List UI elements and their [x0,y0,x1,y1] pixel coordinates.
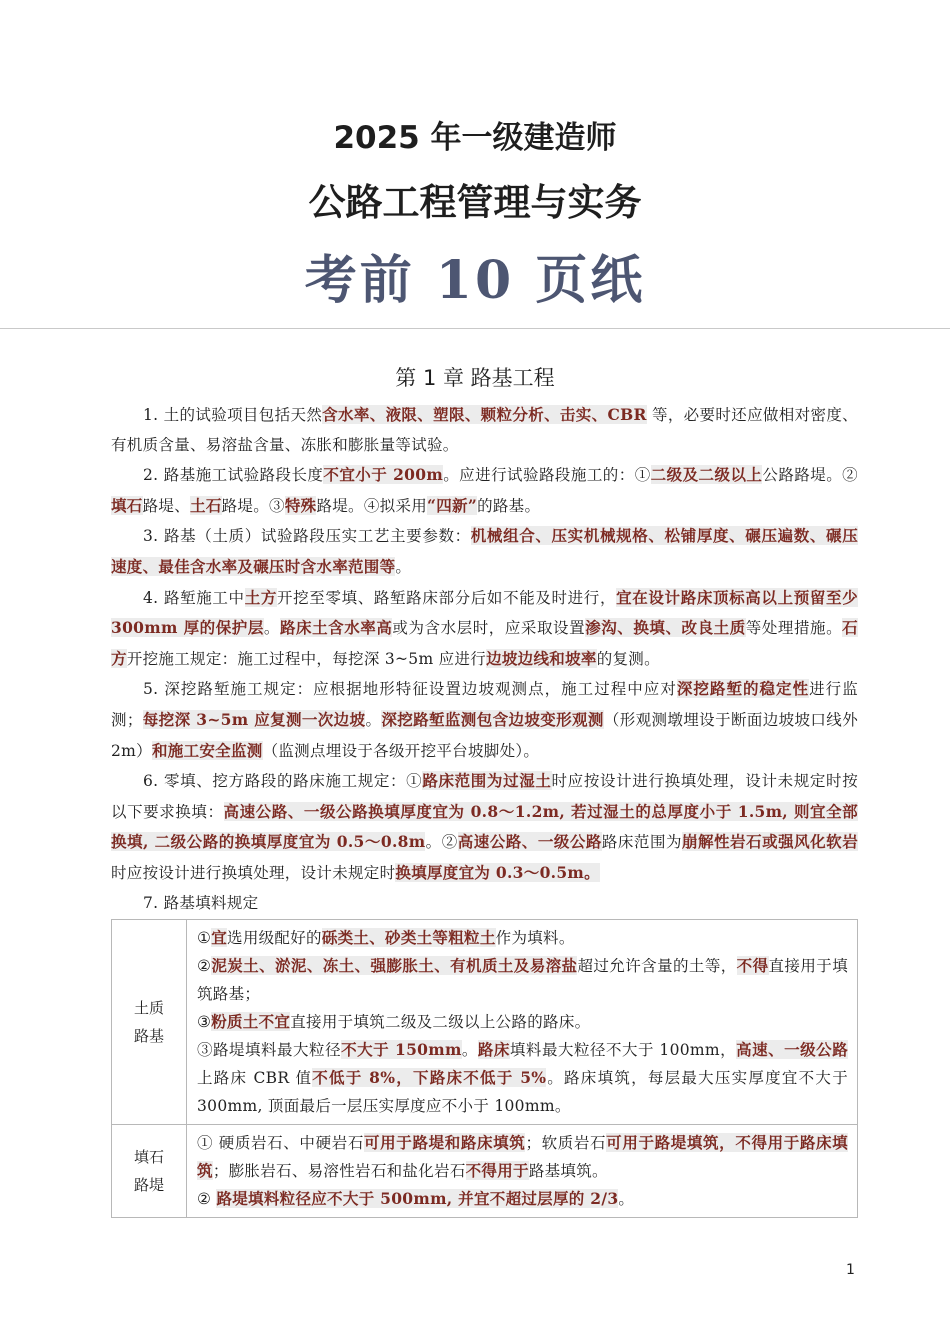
text-segment: 填料最大粒径不大于 100mm， [509,1041,737,1060]
highlighted-text: 二级及二级以上 [650,465,763,485]
text-segment: 3. 路基（土质）试验路段压实工艺主要参数： [143,527,471,546]
highlighted-text: 高速、一级公路 [736,1040,848,1060]
text-segment: 时应按设计进行换填处理，设计未规定时 [111,863,396,882]
text-segment: ；软质岩石 [525,1134,607,1153]
text-segment: 作为填料。 [495,929,575,948]
text-segment: 时应按设计进行换填处理，设计未规定时按以下要求换填： [111,772,858,821]
cell-paragraph [197,1008,848,1036]
highlighted-text: 宜 [211,928,228,948]
page-number: 1 [846,1262,855,1278]
exam-title: 2025 年一级建造师 [333,120,617,156]
text-segment: 路堤。④拟采用 [316,496,428,515]
doc-title: 考前 10 页纸 [304,250,646,311]
text-segment: 4. 路堑施工中 [143,588,245,607]
text-segment: ① [197,929,212,948]
cell-paragraph [197,1129,848,1185]
text-segment: 。 [263,619,280,638]
chapter-title: 第 1 章 路基工程 [395,366,555,390]
table-row [112,920,858,1125]
item-paragraph [111,766,858,888]
text-segment: 。② [425,833,458,852]
text-segment: ① 硬质岩石、中硬岩石 [197,1134,365,1153]
highlighted-text: 特殊 [284,495,317,515]
highlighted-text: “四新” [427,495,478,515]
table-row [112,1125,858,1218]
highlighted-text: 不得 [736,956,769,976]
highlighted-text: 崩解性岩石或强风化软岩 [682,832,858,852]
highlighted-text: 换填厚度宜为 0.3～0.5m。 [395,862,600,882]
highlighted-text: 路堤填料粒径应不大于 500mm, 并宜不超过层厚的 2/3 [216,1189,619,1209]
text-segment: 1. 土的试验项目包括天然 [143,406,323,424]
cell-paragraph [197,1036,848,1120]
text-segment: 路床范围为 [601,833,682,852]
text-segment: 直接用于填筑二级及二级以上公路的路床。 [290,1013,591,1032]
text-segment: 。 [395,557,412,576]
item-paragraph [111,400,858,460]
text-segment: （监测点埋设于各级开挖平台坡脚处）。 [262,741,540,760]
row-header [112,920,187,1125]
text-segment: ② [197,957,212,976]
text-segment: 或为含水层时，应采取设置 [392,619,586,638]
highlighted-text: 含水率、液限、塑限、颗粒分析、击实、CBR [322,405,647,424]
text-segment: 进行监测； [111,680,858,729]
text-segment: 。应进行试验路段施工的：① [443,466,651,485]
item-paragraph [111,889,858,919]
text-segment: ② [197,1190,217,1209]
fill-material-table [111,919,858,1218]
row-content [187,920,858,1125]
text-segment: 路堤、 [142,496,191,515]
text-segment: 6. 零填、挖方路段的路床施工规定：① [143,772,423,791]
highlighted-text: 宜在设计路床顶标高以上预留至少 300mm 厚的保护层 [111,587,858,638]
highlighted-text: 土方 [244,587,277,607]
text-segment: 选用级配好的 [227,929,322,948]
highlighted-text: 不大于 150mm [341,1040,462,1060]
highlighted-text: 粉质土不宜 [211,1012,291,1032]
highlighted-text: 高速公路、一级公路换填厚度宜为 0.8～1.2m, 若过湿土的总厚度小于 1.5m, 则宜全部换填, 二级公路的换填厚度宜为 0.5～0.8m [111,801,858,852]
subject-title: 公路工程管理与实务 [308,181,642,224]
highlighted-text: 路床范围为过湿土 [422,771,552,791]
text-segment: 超过允许含量的土等， [577,957,737,976]
text-segment: （形观测墩埋设于断面边坡坡口线外 2m） [111,710,858,760]
text-segment: 的路基。 [477,496,541,515]
item-paragraph [111,460,858,521]
highlighted-text: 土石 [190,495,222,515]
item-paragraph [111,583,858,675]
highlighted-text: 泥炭土、淤泥、冻土、强膨胀土、有机质土及易溶盐 [211,956,578,976]
text-segment: 开挖施工规定：施工过程中，每挖深 3~5m 应进行 [126,649,487,668]
highlighted-text: 填石 [111,495,143,515]
highlighted-text: 路床土含水率高 [279,618,393,638]
highlighted-text: 机械组合、压实机械规格、松铺厚度、碾压遍数、碾压速度、最佳含水率及碾压时含水率范围等 [111,526,858,576]
highlighted-text: 不宜小于 200m [323,465,444,485]
text-segment: ③ [197,1013,212,1032]
text-segment: ③路堤填料最大粒径 [197,1041,342,1060]
highlighted-text: 可用于路堤和路床填筑 [364,1133,526,1153]
highlighted-text: 每挖深 3~5m 应复测一次边坡 [142,709,366,729]
header-divider [0,328,950,329]
highlighted-text: 边坡边线和坡率 [486,648,597,668]
text-segment: 5. 深挖路堑施工规定：应根据地形特征设置边坡观测点，施工过程中应对 [143,680,677,699]
text-segment: 。 [461,1041,478,1060]
text-segment: 路堤。③ [221,496,285,515]
text-segment: 直接用于填筑路基； [197,957,848,1004]
item-paragraph [111,521,858,582]
highlighted-text: 深挖路堑监测包含边坡变形观测 [381,709,604,729]
highlighted-text: 路床 [477,1040,510,1060]
text-segment: 开挖至零填、路堑路床部分后如不能及时进行， [277,588,617,607]
text-segment: ；膨胀岩石、易溶性岩石和盐化岩石 [212,1162,466,1181]
row-header [112,1125,187,1218]
cell-paragraph [197,1185,848,1213]
text-segment: 上路床 CBR 值 [197,1069,313,1088]
text-segment: 路基填筑。 [528,1162,608,1181]
text-segment: 等处理措施。 [745,619,843,638]
highlighted-text: 不低于 8%，下路床不低于 5% [312,1068,547,1088]
text-segment: 等，必要时还应做相对密度、有机质含量、易溶盐含量、冻胀和膨胀量等试验。 [111,406,858,454]
cell-paragraph [197,952,848,1008]
text-segment: 。 [618,1190,635,1209]
highlighted-text: 和施工安全监测 [151,740,263,760]
text-segment: 7. 路基填料规定 [143,893,259,912]
row-header-text: 土质 路基 [133,999,164,1046]
text-segment: 2. 路基施工试验路段长度 [143,466,324,485]
highlighted-text: 砾类土、砂类土等粗粒土 [321,928,496,948]
text-segment: 的复测。 [596,649,660,668]
item-paragraph [111,674,858,766]
highlighted-text: 渗沟、换填、改良土质 [585,618,746,638]
cell-paragraph [197,924,848,952]
row-content [187,1125,858,1218]
highlighted-text: 可用于路堤填筑，不得用于路床填筑 [197,1133,848,1181]
highlighted-text: 不得用于 [465,1161,529,1181]
highlighted-text: 石方 [111,618,858,668]
chapter-content [111,400,858,1218]
text-segment: 公路路堤。② [762,466,858,485]
row-header-text: 填石 路堤 [133,1148,164,1195]
highlighted-text: 深挖路堑的稳定性 [676,679,810,699]
text-segment: 。 [365,710,382,729]
highlighted-text: 高速公路、一级公路 [457,832,602,852]
text-segment: 。路床填筑，每层最大压实厚度宜不大于 300mm, 顶面最后一层压实厚度应不小于 100mm。 [197,1069,848,1116]
